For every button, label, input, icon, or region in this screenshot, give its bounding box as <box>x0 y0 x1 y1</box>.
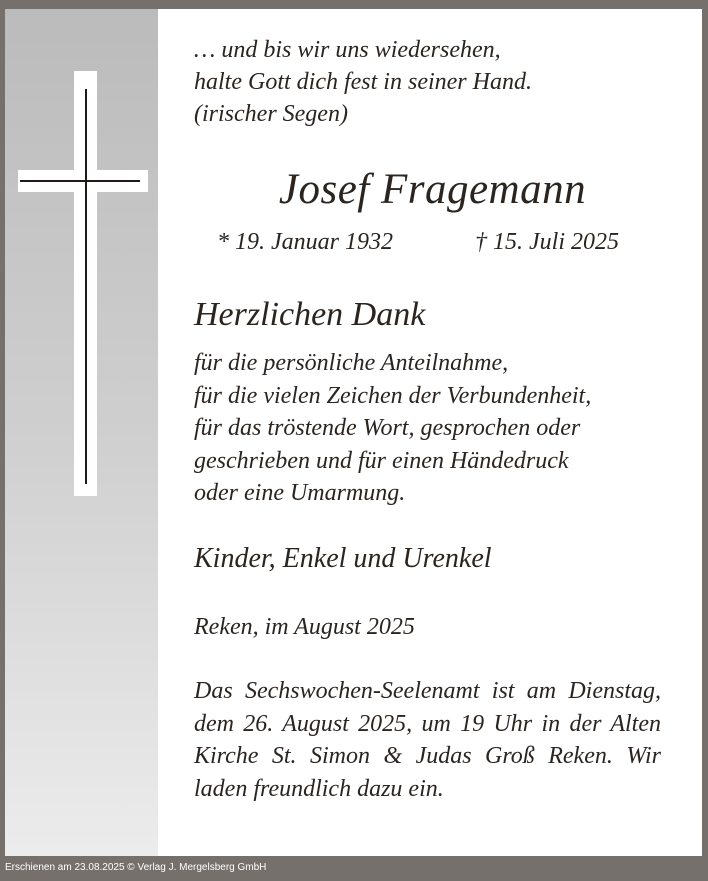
death-date: † 15. Juli 2025 <box>475 229 619 255</box>
thanks-heading: Herzlichen Dank <box>194 296 426 333</box>
thanks-text: für die persönliche Anteilnahme, für die vielen Zeichen der Verbundenheit, für das tröstende Wort, gesprochen oder geschrieben und für einen Händedruck oder eine Umarmung. <box>194 350 592 506</box>
publication-footer: Erschienen am 23.08.2025 © Verlag J. Mergelsberg GmbH <box>5 862 267 873</box>
blessing-verse: … und bis wir uns wiedersehen, halte Gott dich fest in seiner Hand. (irischer Segen) <box>194 37 532 127</box>
cross-vertical-line <box>85 89 87 484</box>
place-and-date: Reken, im August 2025 <box>194 614 415 640</box>
birth-date: * 19. Januar 1932 <box>217 229 393 255</box>
family-signature: Kinder, Enkel und Urenkel <box>194 543 492 574</box>
deceased-name: Josef Fragemann <box>278 166 587 213</box>
service-notice: Das Sechswochen-Seelenamt ist am Dienstag, dem 26. August 2025, um 19 Uhr in der Alten Kirche St. Simon & Judas Groß Reken. Wir laden freundlich dazu ein. <box>194 678 661 802</box>
obituary-card <box>5 9 702 856</box>
cross-horizontal-line <box>20 180 140 182</box>
